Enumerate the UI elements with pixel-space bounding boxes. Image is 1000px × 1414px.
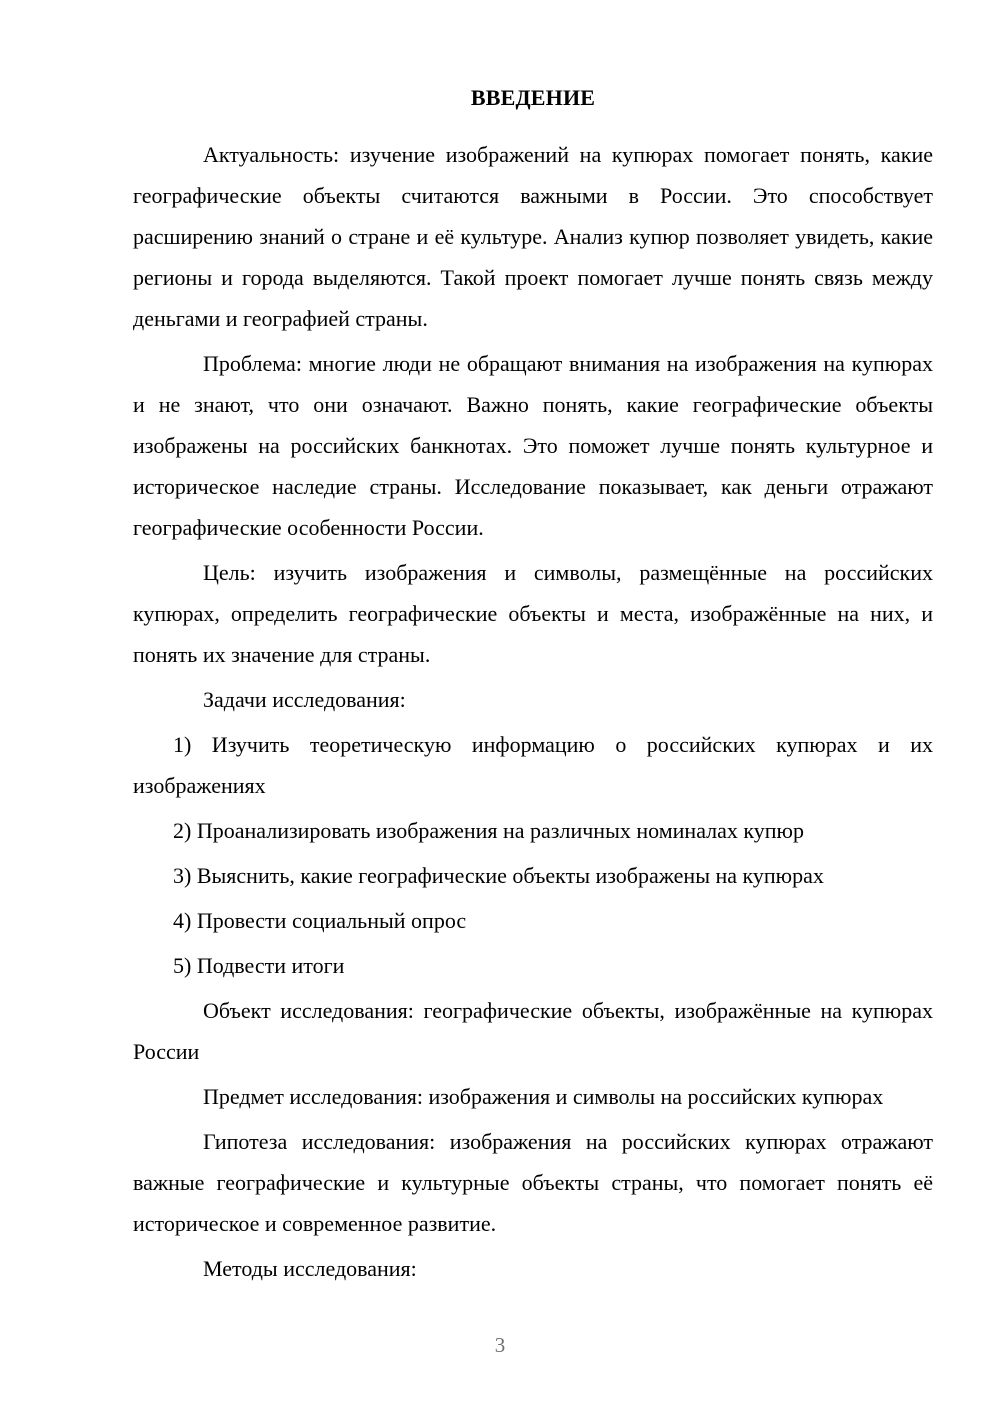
list-item: 5) Подвести итоги	[173, 953, 345, 978]
paragraph-subject: Предмет исследования: изображения и символы на российских купюрах	[203, 1084, 884, 1109]
list-item: 3) Выяснить, какие географические объекты изображены на купюрах	[173, 863, 824, 888]
page-title: ВВЕДЕНИЕ	[470, 85, 596, 110]
document-body	[133, 84, 933, 1293]
list-item: 4) Провести социальный опрос	[173, 908, 467, 933]
list-item: 1) Изучить теоретическую информацию о российских купюрах и их изображениях	[133, 732, 933, 798]
page-number: 3	[494, 1333, 506, 1357]
paragraph-hypothesis: Гипотеза исследования: изображения на российских купюрах отражают важные географические и культурные объекты страны, что помогает понять её историческое и современное развитие.	[133, 1129, 933, 1236]
paragraph-object: Объект исследования: географические объекты, изображённые на купюрах России	[133, 998, 933, 1064]
list-item: 2) Проанализировать изображения на различных номиналах купюр	[173, 818, 804, 843]
paragraph-problem: Проблема: многие люди не обращают внимания на изображения на купюрах и не знают, что они означают. Важно понять, какие географические объекты изображены на российских банкнотах. Это поможет лучше понять культурное и историческое наследие страны. Исследование показывает, как деньги отражают географические особенности России.	[133, 351, 933, 540]
methods-heading: Методы исследования:	[203, 1256, 417, 1281]
paragraph-goal: Цель: изучить изображения и символы, размещённые на российских купюрах, определить географические объекты и места, изображённые на них, и понять их значение для страны.	[133, 560, 933, 667]
paragraph-relevance: Актуальность: изучение изображений на купюрах помогает понять, какие географические объекты считаются важными в России. Это способствует расширению знаний о стране и её культуре. Анализ купюр позволяет увидеть, какие регионы и города выделяются. Такой проект помогает лучше понять связь между деньгами и географией страны.	[133, 142, 933, 331]
tasks-list	[133, 724, 933, 986]
tasks-heading: Задачи исследования:	[203, 687, 406, 712]
